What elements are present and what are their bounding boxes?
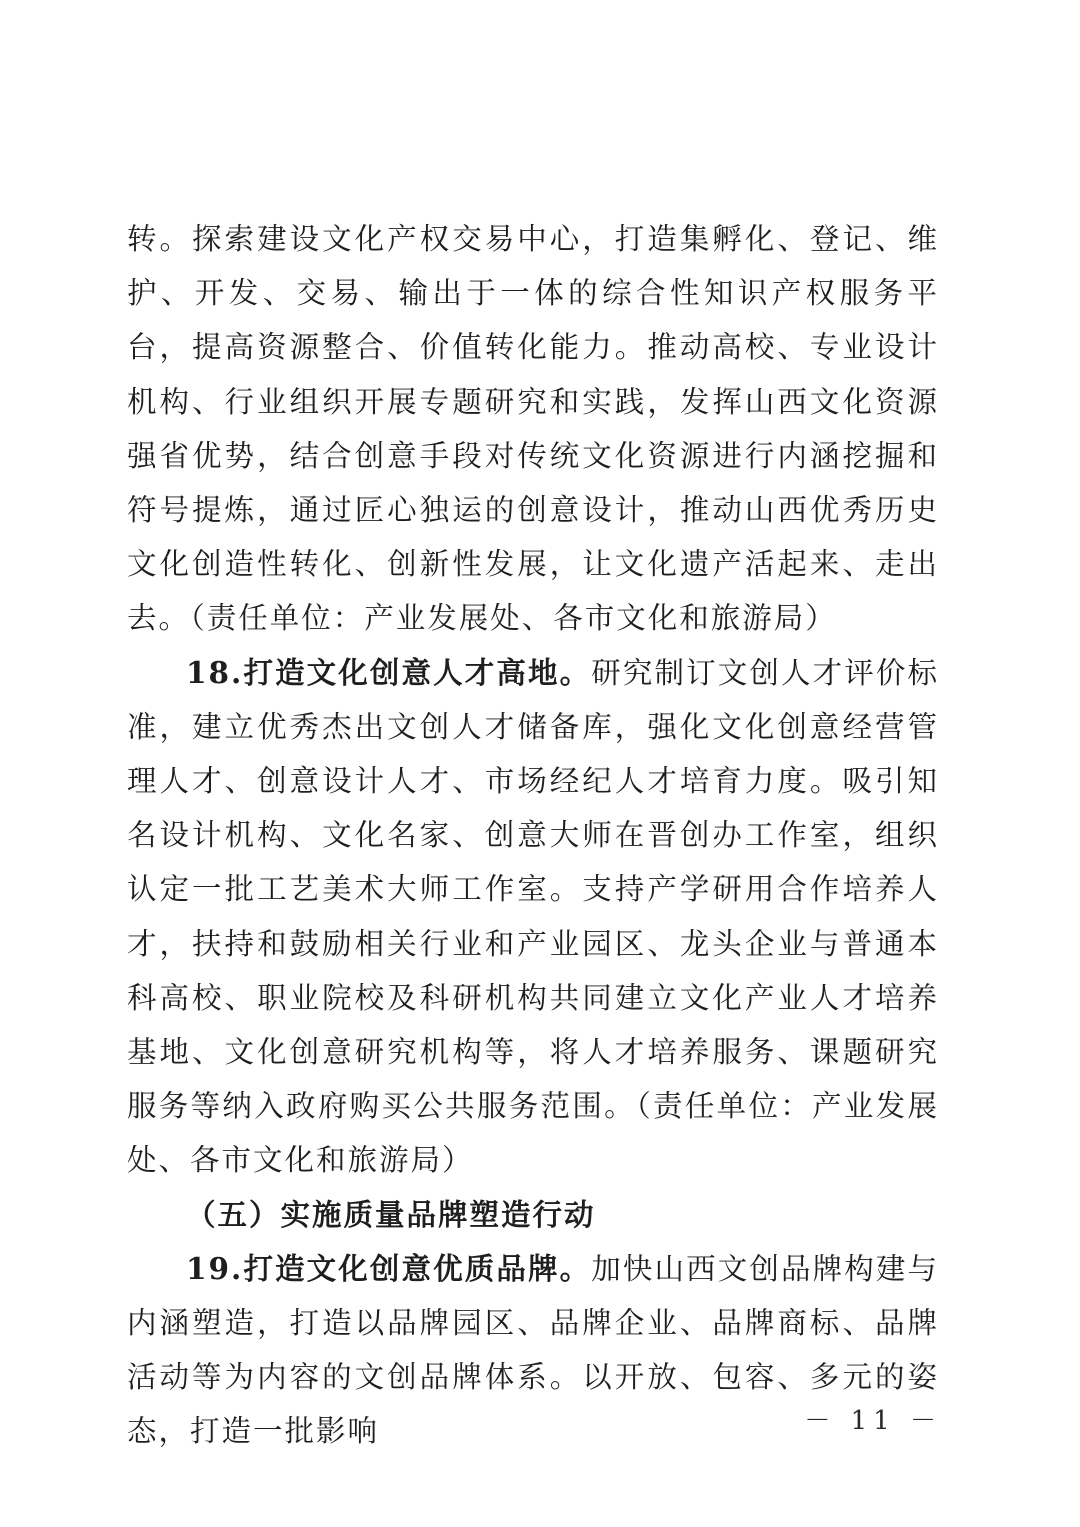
item-19-heading: 19.打造文化创意优质品牌。 xyxy=(186,1250,592,1286)
paragraph-text: 转。探索建设文化产权交易中心，打造集孵化、登记、维护、开发、交易、输出于一体的综合性知识产权服务平台，提高资源整合、价值转化能力。推动高校、专业设计机构、行业组织开展专题研究和实践，发挥山西文化资源强省优势，结合创意手段对传统文化资源进行内涵挖掘和符号提炼，通过匠心独运的创意设计，推动山西优秀历史文化创造性转化、创新性发展，让文化遗产活起来、走出去。（责任单位：产业发展处、各市文化和旅游局） xyxy=(127,222,939,636)
section-heading-5: （五）实施质量品牌塑造行动 xyxy=(186,1196,596,1232)
item-18-text: 研究制订文创人才评价标准，建立优秀杰出文创人才储备库，强化文化创意经营管理人才、创意设计人才、市场经纪人才培育力度。吸引知名设计机构、文化名家、创意大师在晋创办工作室，组织认定一批工艺美术大师工作室。支持产学研用合作培养人才，扶持和鼓励相关行业和产业园区、龙头企业与普通本科高校、职业院校及科研机构共同建立文化产业人才培养基地、文化创意研究机构等，将人才培养服务、课题研究服务等纳入政府购买公共服务范围。（责任单位：产业发展处、各市文化和旅游局） xyxy=(127,655,939,1178)
page-number: － 11 － xyxy=(804,1406,942,1436)
paragraph-continued xyxy=(127,212,939,646)
item-18-heading: 18.打造文化创意人才高地。 xyxy=(186,654,592,690)
item-19-text: 加快山西文创品牌构建与内涵塑造，打造以品牌园区、品牌企业、品牌商标、品牌活动等为内容的文创品牌体系。以开放、包容、多元的姿态，打造一批影响 xyxy=(127,1251,939,1449)
paragraph-item-18 xyxy=(127,646,939,1188)
body-text xyxy=(127,212,939,1459)
